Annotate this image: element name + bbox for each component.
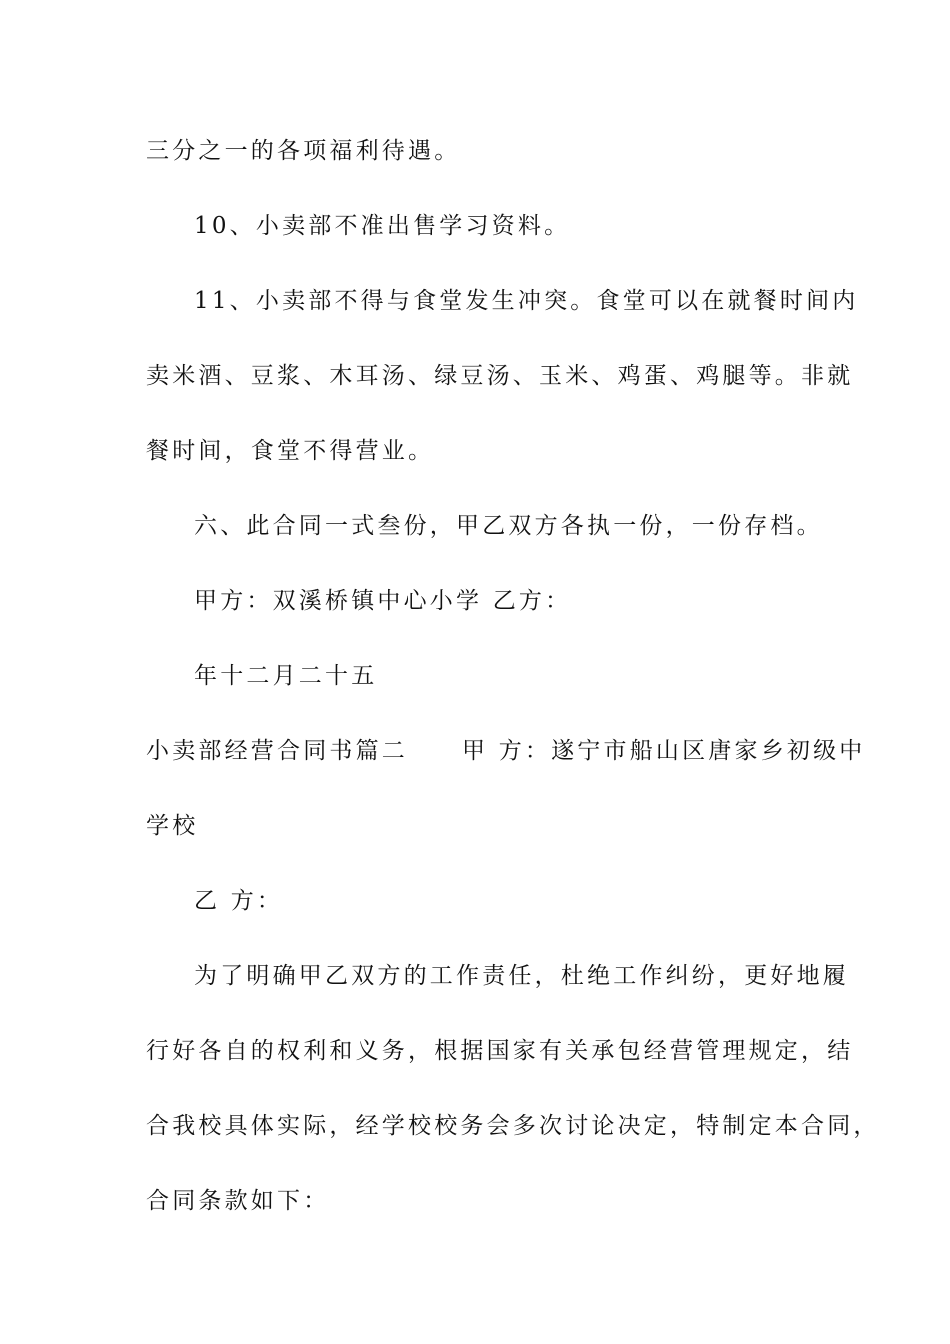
body-line: 三分之一的各项福利待遇。 xyxy=(146,138,461,164)
clause-10: 10、小卖部不准出售学习资料。 xyxy=(194,213,571,239)
paragraph-line: 为了明确甲乙双方的工作责任，杜绝工作纠纷，更好地履 xyxy=(194,963,849,989)
party-b-line: 乙 方： xyxy=(194,888,284,914)
party-a-line: 甲 方：遂宁市船山区唐家乡初级中 xyxy=(462,738,866,764)
section-title: 小卖部经营合同书篇二 xyxy=(146,738,408,764)
paragraph-line: 合我校具体实际，经学校校务会多次讨论决定，特制定本合同， xyxy=(146,1113,880,1139)
body-line: 卖米酒、豆浆、木耳汤、绿豆汤、玉米、鸡蛋、鸡腿等。非就 xyxy=(146,363,854,389)
body-line: 餐时间，食堂不得营业。 xyxy=(146,438,435,464)
signature-parties: 甲方：双溪桥镇中心小学 乙方： xyxy=(194,588,572,614)
signature-date: 年十二月二十五 xyxy=(194,663,378,689)
clause-six: 六、此合同一式叁份，甲乙双方各执一份，一份存档。 xyxy=(194,513,823,539)
paragraph-line: 行好各自的权利和义务，根据国家有关承包经营管理规定，结 xyxy=(146,1038,854,1064)
body-line: 学校 xyxy=(146,813,199,839)
clause-11: 11、小卖部不得与食堂发生冲突。食堂可以在就餐时间内 xyxy=(194,288,859,314)
paragraph-line: 合同条款如下： xyxy=(146,1188,330,1214)
section-heading-line xyxy=(146,736,866,766)
